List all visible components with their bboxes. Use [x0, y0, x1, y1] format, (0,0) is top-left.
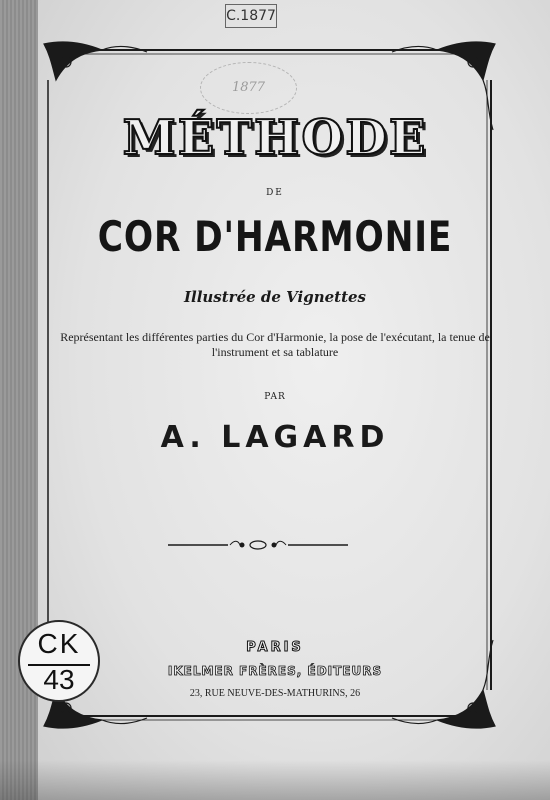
- author-name: A. LAGARD: [160, 420, 390, 455]
- stamp-bottom-text: 43: [43, 664, 75, 695]
- illustrated-subtitle: Illustrée de Vignettes: [183, 288, 366, 306]
- by-label: PAR: [264, 392, 286, 402]
- library-stamp: [18, 620, 100, 702]
- shelf-mark: C.1877: [225, 4, 277, 28]
- ornamental-rule: [168, 538, 348, 552]
- subject-title: COR D'HARMONIE: [97, 212, 453, 261]
- title-connector: DE: [266, 188, 284, 198]
- page-shadow: [0, 760, 550, 800]
- publisher-address: 23, RUE NEUVE-DES-MATHURINS, 26: [189, 688, 361, 699]
- publication-city: PARIS: [246, 640, 304, 655]
- description-text: Représentant les différentes parties du Cor d'Harmonie, la pose de l'exécutant, la tenue de l'instrument et sa tablature: [60, 330, 490, 359]
- faded-oval-stamp: 1877: [200, 62, 297, 114]
- publisher-name: IKELMER FRÈRES, ÉDITEURS: [167, 664, 383, 678]
- main-title: MÉTHODE: [122, 110, 428, 166]
- stamp-top-text: CK: [37, 628, 81, 659]
- corner-ornament-tl: [44, 42, 147, 80]
